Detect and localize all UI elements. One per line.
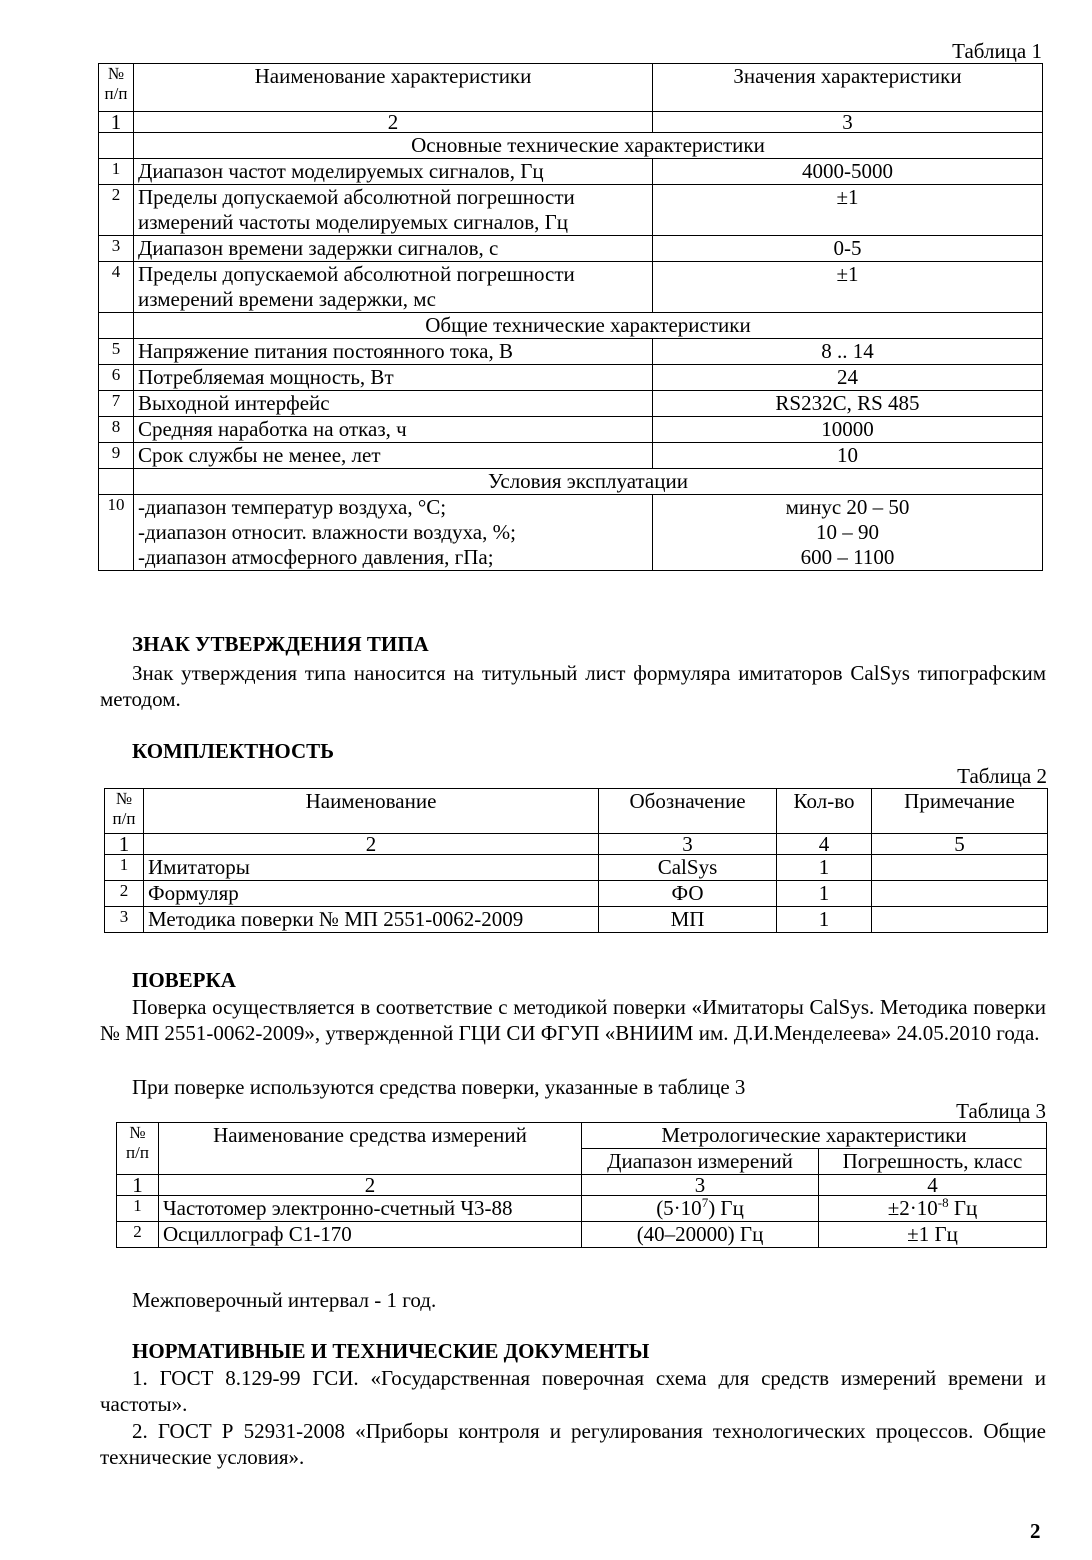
table-cell: 2 xyxy=(99,185,134,236)
table-cell: 4 xyxy=(819,1175,1047,1196)
table-cell: 4 xyxy=(99,262,134,313)
unit-text: ) Гц xyxy=(708,1196,744,1220)
table-cell: Пределы допускаемой абсолютной погрешности измерений времени задержки, мс xyxy=(134,262,653,313)
table-cell: 1 xyxy=(99,112,134,133)
normative-item-2: 2. ГОСТ Р 52931-2008 «Приборы контроля и регулирования технологических процессов. Общие технические условия». xyxy=(100,1419,1046,1469)
table-cell: 1 xyxy=(105,834,144,855)
table-cell: Выходной интерфейс xyxy=(134,391,653,417)
table-cell: № п/п xyxy=(99,64,134,112)
normative-heading: НОРМАТИВНЫЕ И ТЕХНИЧЕСКИЕ ДОКУМЕНТЫ xyxy=(132,1339,650,1363)
table-cell: Значения характеристики xyxy=(653,64,1043,112)
page-number: 2 xyxy=(1030,1519,1041,1543)
table-cell: минус 20 – 50 10 – 90 600 – 1100 xyxy=(653,495,1043,571)
table-row xyxy=(99,495,1043,571)
table-cell: Пределы допускаемой абсолютной погрешности измерений частоты моделируемых сигналов, Гц xyxy=(134,185,653,236)
table-cell: Имитаторы xyxy=(144,855,599,881)
table-cell xyxy=(872,907,1048,933)
table-cell: Обозначение xyxy=(599,789,777,834)
exponent: 7 xyxy=(701,1195,709,1210)
table-cell: 5 xyxy=(872,834,1048,855)
table-cell: МП xyxy=(599,907,777,933)
table-cell: 2 xyxy=(134,112,653,133)
table-cell: Потребляемая мощность, Вт xyxy=(134,365,653,391)
table-row xyxy=(99,391,1043,417)
header-row xyxy=(99,64,1043,112)
table-cell: 1 xyxy=(777,881,872,907)
table-cell: Напряжение питания постоянного тока, В xyxy=(134,339,653,365)
table3-caption: Таблица 3 xyxy=(956,1099,1046,1123)
table-cell: Общие технические характеристики xyxy=(134,313,1043,339)
table-cell: 2 xyxy=(144,834,599,855)
verification-tools-text: При поверке используются средства поверки, указанные в таблице 3 xyxy=(132,1075,746,1099)
value-text: ±2·10 xyxy=(887,1196,938,1220)
table-cell: 7 xyxy=(99,391,134,417)
table-row xyxy=(99,443,1043,469)
table-cell: 10000 xyxy=(653,417,1043,443)
table-cell: 3 xyxy=(599,834,777,855)
table-cell xyxy=(819,1196,1047,1222)
table-cell: 1 xyxy=(777,907,872,933)
table-cell: 6 xyxy=(99,365,134,391)
verification-text: Поверка осуществляется в соответствие с методикой поверки «Имитаторы CalSys. Методика поверки № МП 2551-0062-2009», утвержденной ГЦИ СИ ФГУП «ВНИИМ им. Д.И.Менделеева» 24.05.2010 года. xyxy=(100,995,1046,1045)
table-cell: 1 xyxy=(117,1196,159,1222)
verification-heading: ПОВЕРКА xyxy=(132,968,236,992)
table-cell: 2 xyxy=(117,1222,159,1248)
table-row xyxy=(117,1196,1047,1222)
table-cell: Основные технические характеристики xyxy=(134,133,1043,159)
table-cell: Погрешность, класс xyxy=(819,1149,1047,1175)
table-cell: Частотомер электронно-счетный Ч3-88 xyxy=(159,1196,582,1222)
table-cell: Условия эксплуатации xyxy=(134,469,1043,495)
table-row xyxy=(117,1222,1047,1248)
table-cell: Диапазон измерений xyxy=(582,1149,819,1175)
table-cell: 1 xyxy=(117,1175,159,1196)
table-cell: 8 .. 14 xyxy=(653,339,1043,365)
table-cell: Диапазон времени задержки сигналов, с xyxy=(134,236,653,262)
completeness-table xyxy=(104,788,1048,933)
table-cell: 1 xyxy=(99,159,134,185)
table-cell: -диапазон температур воздуха, °С; -диапазон относит. влажности воздуха, %; -диапазон атмосферного давления, гПа; xyxy=(134,495,653,571)
table-cell: Метрологические характеристики xyxy=(582,1123,1047,1149)
table-row xyxy=(99,185,1043,236)
table-row xyxy=(99,262,1043,313)
table-row xyxy=(99,159,1043,185)
table-cell xyxy=(99,133,134,159)
value-text: (5·10 xyxy=(656,1196,702,1220)
table-cell: ±1 xyxy=(653,262,1043,313)
table-cell: ±1 xyxy=(653,185,1043,236)
column-numbers-row xyxy=(99,112,1043,133)
table-cell: Средняя наработка на отказ, ч xyxy=(134,417,653,443)
table-cell: 2 xyxy=(159,1175,582,1196)
table-cell: Наименование характеристики xyxy=(134,64,653,112)
table-cell: 10 xyxy=(99,495,134,571)
table-cell: RS232C, RS 485 xyxy=(653,391,1043,417)
table-cell: 3 xyxy=(653,112,1043,133)
completeness-heading: КОМПЛЕКТНОСТЬ xyxy=(132,739,335,763)
section-row xyxy=(99,133,1043,159)
table-cell: 24 xyxy=(653,365,1043,391)
table-cell xyxy=(872,881,1048,907)
section-row xyxy=(99,313,1043,339)
table-cell xyxy=(819,1222,1047,1248)
table-cell: Срок службы не менее, лет xyxy=(134,443,653,469)
table-cell: Примечание xyxy=(872,789,1048,834)
table-row xyxy=(99,236,1043,262)
unit-text: Гц xyxy=(948,1196,978,1220)
column-numbers-row xyxy=(117,1175,1047,1196)
value-text: ±1 Гц xyxy=(907,1222,958,1246)
table-cell: Наименование xyxy=(144,789,599,834)
table2-caption: Таблица 2 xyxy=(957,764,1047,788)
verification-interval: Межповерочный интервал - 1 год. xyxy=(132,1288,437,1312)
table-cell: ФО xyxy=(599,881,777,907)
value-text: (40–20000) Гц xyxy=(636,1222,764,1246)
table-cell: 8 xyxy=(99,417,134,443)
table-row xyxy=(105,881,1048,907)
table-cell: Кол-во xyxy=(777,789,872,834)
table1-caption: Таблица 1 xyxy=(952,39,1042,63)
column-numbers-row xyxy=(105,834,1048,855)
table-cell: 9 xyxy=(99,443,134,469)
table-cell: 3 xyxy=(105,907,144,933)
table-cell: № п/п xyxy=(105,789,144,834)
table-row xyxy=(105,907,1048,933)
table-cell: 4000-5000 xyxy=(653,159,1043,185)
type-approval-text: Знак утверждения типа наносится на титульный лист формуляра имитаторов CalSys типографским методом. xyxy=(100,661,1046,711)
table-row xyxy=(99,339,1043,365)
table-cell: 1 xyxy=(777,855,872,881)
table-cell: 10 xyxy=(653,443,1043,469)
table-cell xyxy=(99,469,134,495)
table-cell xyxy=(582,1196,819,1222)
table-cell: 3 xyxy=(99,236,134,262)
technical-characteristics-table xyxy=(98,63,1043,571)
table-cell: Формуляр xyxy=(144,881,599,907)
normative-item-1: 1. ГОСТ 8.129-99 ГСИ. «Государственная поверочная схема для средств измерений времени и частоты». xyxy=(100,1366,1046,1416)
table-cell: 2 xyxy=(105,881,144,907)
table-cell: 4 xyxy=(777,834,872,855)
section-row xyxy=(99,469,1043,495)
table-cell: 5 xyxy=(99,339,134,365)
table-row xyxy=(105,855,1048,881)
table-cell: Осциллограф С1-170 xyxy=(159,1222,582,1248)
table-cell xyxy=(872,855,1048,881)
header-row xyxy=(117,1123,1047,1149)
table-cell: CalSys xyxy=(599,855,777,881)
table-cell xyxy=(99,313,134,339)
verification-tools-table xyxy=(116,1122,1047,1248)
table-cell: Наименование средства измерений xyxy=(159,1123,582,1175)
type-approval-heading: ЗНАК УТВЕРЖДЕНИЯ ТИПА xyxy=(132,632,429,656)
header-row xyxy=(105,789,1048,834)
table-cell xyxy=(582,1222,819,1248)
table-cell: Диапазон частот моделируемых сигналов, Гц xyxy=(134,159,653,185)
table-row xyxy=(99,365,1043,391)
table-cell: 0-5 xyxy=(653,236,1043,262)
table-cell: Методика поверки № МП 2551-0062-2009 xyxy=(144,907,599,933)
exponent: -8 xyxy=(937,1195,949,1210)
table-row xyxy=(99,417,1043,443)
table-cell: 1 xyxy=(105,855,144,881)
table-cell: 3 xyxy=(582,1175,819,1196)
table-cell: № п/п xyxy=(117,1123,159,1175)
